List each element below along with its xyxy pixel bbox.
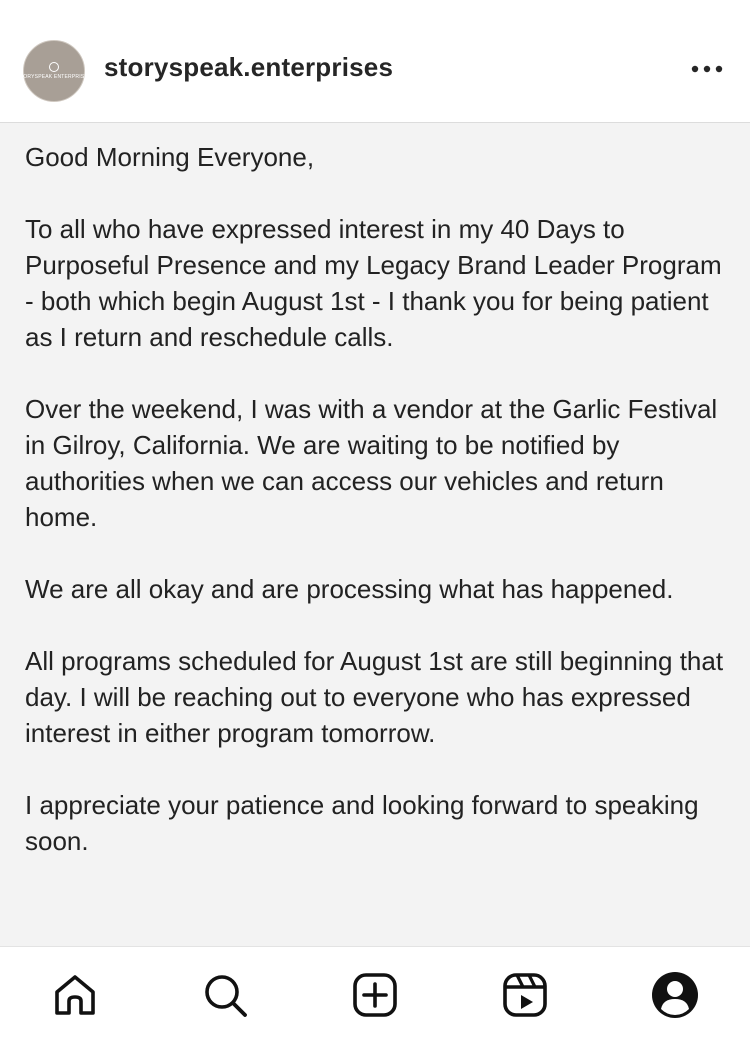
post-content [0, 123, 750, 946]
paragraph-weekend: Over the weekend, I was with a vendor at the Garlic Festival in Gilroy, California. We are waiting to be notified by authorities when we can access our vehicles and return home. [25, 394, 718, 532]
avatar[interactable] [16, 40, 92, 102]
tab-new-post[interactable] [347, 967, 403, 1023]
tab-profile[interactable] [647, 967, 703, 1023]
new-post-icon [351, 971, 399, 1019]
tab-search[interactable] [197, 967, 253, 1023]
username[interactable]: storyspeak.enterprises [104, 52, 394, 82]
post-text [25, 139, 725, 895]
avatar-text: STORYSPEAK ENTERPRISES [16, 74, 92, 80]
paragraph-programs: To all who have expressed interest in my 40 Days to Purposeful Presence and my Legacy Brand Leader Program - both which begin August 1st - I thank you for being patient as I return and reschedule calls. [25, 214, 722, 352]
logo-mark-icon [49, 62, 59, 72]
profile-icon [650, 970, 700, 1020]
tab-reels[interactable] [497, 967, 553, 1023]
tab-home[interactable] [47, 967, 103, 1023]
more-icon [691, 65, 723, 73]
more-options-button[interactable] [683, 55, 731, 83]
bottom-tab-bar [0, 947, 750, 1045]
home-icon [51, 971, 99, 1019]
reels-icon [501, 971, 549, 1019]
search-icon [201, 971, 249, 1019]
paragraph-closing: I appreciate your patience and looking forward to speaking soon. [25, 790, 699, 856]
paragraph-greeting: Good Morning Everyone, [25, 142, 315, 172]
paragraph-schedule: All programs scheduled for August 1st are still beginning that day. I will be reaching out to everyone who has expressed interest in either program tomorrow. [25, 646, 724, 748]
post-header [0, 0, 750, 123]
paragraph-okay: We are all okay and are processing what has happened. [25, 574, 674, 604]
